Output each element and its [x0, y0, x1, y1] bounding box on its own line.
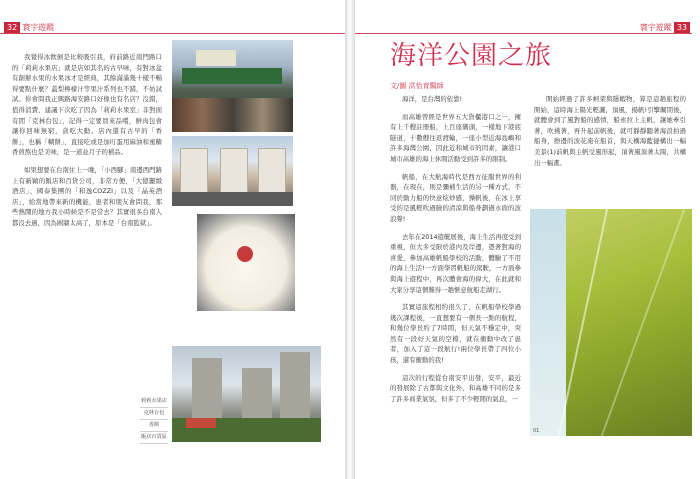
right-section-title: 寰宇遊蹤: [639, 23, 672, 32]
right-paragraph-6: 這次的行程從台南安平出發，安平，最近的發展除了古都與文化外，和高雄不同的是多了許多商業氣氛，但多了不少輕閒的氣息，一: [390, 373, 521, 403]
right-paragraph-5: 其實這旅程相約很久了，在帆船學校學過幾次課程後，一直想要有一個長一點的航程，和幾位學長約了7時間，但天氣不穩定中，突然有一段好天氣的空檔，就在衝動中改了患者，加入了這一段航行!兩位學長帶了四位小孩，還有衝動的我!: [390, 303, 521, 365]
article-title: 海洋公園之旅: [390, 41, 553, 71]
right-header-rule: [355, 33, 692, 34]
left-paragraph-2: 如果想要在台南住上一晚，「小西腳」南邊西門路上有新穎的飯店和百貨公司，非常方便，「大億麗緻酒店」、國泰集團的「和逸COZZI」以及「晶英酒店」，給當地帶來新的機能，患者和朋友會問我，那些熱鬧的地方我小時候是不是常去？其實很多台南人都沒去過，因為圍牆太高了，原本是「台南監獄」。: [12, 165, 162, 227]
right-paragraph-1: 海洋，是台灣的依靠!: [402, 95, 463, 103]
hotel-district-photo: [172, 346, 321, 442]
left-paragraph-1: 我覺得冰飲倒是比較吸引我，府前路近南門路口的「莉莉水果店」就是店如其名的古早味，有對冰盆有創辦水果的水果冰才是經典，其餘滿滿幾十樣不暢得要點什麼？蓋梨檸檬汁等果汁系列也不錯，不妨試試。你會問我正興路海安路口好像也有名店？沒錯，值得消費，建議下次吃了因為「莉莉水果室」非對面有間「克林台包」，記得一定要買來品嚐，鮮肉包會讓你回味無窮，貪吃大動。店內還有古早的「香餅」，也稱「糊餅」，直接吃或是加叮蛋用麻油和蜜糖香煎熬也是美味，是一道並月子的補品。: [12, 53, 162, 157]
left-text-column: [12, 52, 162, 236]
right-paragraph-4: 去年在2014遊艇展後，海上生活再度受到重視，但大多受限於港內及岸邊，憑著對海的喜愛，參加高雄帆船學校的活動，體驗了不用的海上生活!一方面學習帆船的駕駛，一方面參與海上遊程中，再次體會海的偉大，在此就和大家分享這個難得一趟愜意航船走湖行。: [390, 232, 521, 294]
right-page-number: 33: [674, 22, 690, 33]
caption-bakery: 克林台包: [140, 408, 168, 420]
street-photo: [172, 136, 293, 206]
right-paragraph-2: 而高雄曾經是世界五大貨櫃港口之一，擁有上千艘註冊船，上百座碼頭，一樣地下港底隧道，十數艘往返渡輪，一座小型近海島嶼和許多海灣公園，因此近和城市的因素，讓港口城市高雄的海上休閒活動受到許多的限制。: [390, 112, 521, 163]
left-page-header: [2, 22, 54, 33]
right-text-column-1: [390, 94, 521, 411]
left-page-number: 32: [4, 22, 20, 33]
caption-hotel-district: 飯店百貨區: [140, 432, 168, 444]
caption-fruit-shop: 莉莉水果店: [140, 396, 168, 408]
pastry-photo: [197, 214, 295, 311]
right-text-column-2: [534, 94, 686, 175]
left-page: [0, 0, 345, 479]
left-header-rule: [0, 33, 345, 34]
caption-pastry: 香餅: [140, 420, 168, 432]
page-gutter: [345, 0, 355, 479]
photo-captions: [140, 396, 168, 444]
right-paragraph-7: 開始經過了許多蚵架與隱蝦物，算是這趟旅程的開始，這時海上陽光輕灑，頂風，揚帆!引擎關閉後，就體會到了風對船的感情，船索拉上主帆，讓她牽引著，吹拂著，再升起前帆後，就可靜靜聽著海浪拍過船身，擦邊的波花淹在船首，與天構海藍捷構出一幅美景(1)前帆與主帆受風形起，頂著風頂著太陽，共構出一幅畫。: [534, 95, 686, 167]
right-page-header: [640, 22, 692, 33]
sail-photo: [530, 209, 692, 436]
right-page: [355, 0, 700, 479]
fruit-shop-photo: [172, 40, 293, 132]
right-paragraph-3: 帆船，在大航海時代是西方征服世界的利器，在現在，則是彌補生活的另一種方式，不同於動力船的快意炫炒感，操帆後，在冰上享受的是風輕吹過臉的清涼與船身劃過水面的波浪聲!: [390, 172, 521, 223]
left-section-title: 寰宇遊蹤: [22, 23, 55, 32]
photo-page-number: 01: [533, 428, 540, 434]
article-byline: 文/圖 洪怡育醫師: [390, 82, 444, 90]
